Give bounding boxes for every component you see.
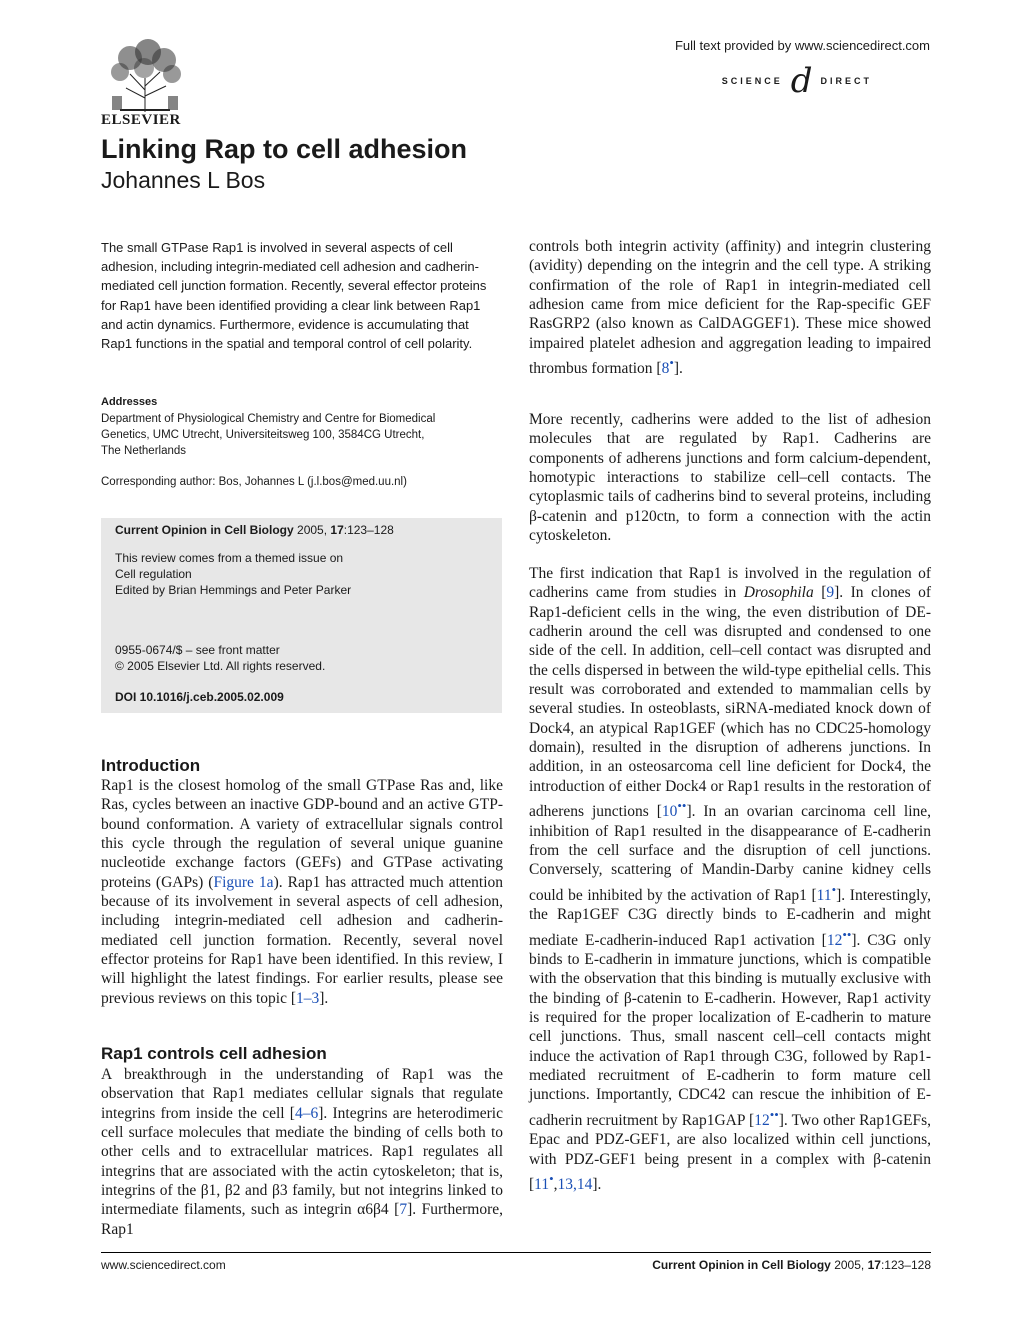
- journal-pages: :123–128: [343, 523, 394, 537]
- addresses-heading: Addresses: [101, 396, 158, 408]
- text-run: ]. Integrins are heterodimeric cell surface molecules that mediate the binding of cells both to other cells and to extracellular matrices. Rap1 regulates all integrins that are associated with the actin cytoskeleton; that is, integrins of the β1, β2 and β3 family, but not integrins linked to intermediate filaments, such as integrin α6β4 [: [101, 1104, 503, 1219]
- species-name: Drosophila: [743, 584, 814, 602]
- editors-line: Edited by Brian Hemmings and Peter Parker: [115, 583, 352, 597]
- issn-line: 0955-0674/$ – see front matter: [115, 643, 280, 657]
- reference-marker: ••: [842, 926, 852, 942]
- corresponding-author: Corresponding author: Bos, Johannes L (j.l.bos@med.uu.nl): [101, 476, 407, 488]
- footer-divider: [101, 1252, 931, 1253]
- article-title: Linking Rap to cell adhesion: [101, 134, 468, 164]
- text-run: ]. C3G only binds to E-cadherin in immature junctions, which is compatible with the observation that this binding is mutually exclusive with the binding of β-catenin to E-cadherin. However, Rap1 activity is required for the proper localization of E-cadherin to mature cell junctions. Thus, small nascent cell–cell contacts might induce the activation of Rap1 through C3G, followed by Rap1-mediated recruitment of E-cadherin to form mature cell junctions. Importantly, CDC42 can rescue the inhibition of E-cadherin recruitment by Rap1GAP [: [529, 931, 931, 1129]
- journal-name: Current Opinion in Cell Biology: [115, 523, 294, 537]
- journal-citation: [115, 523, 394, 539]
- reference-marker: ••: [677, 798, 687, 814]
- addresses-body: [101, 411, 503, 459]
- copyright-line: © 2005 Elsevier Ltd. All rights reserved.: [115, 659, 326, 673]
- reference-link[interactable]: 7: [399, 1201, 408, 1219]
- reference-marker: •: [831, 881, 837, 897]
- text-run: ]. Two other Rap1GEFs, Epac and PDZ-GEF1, are also localized within cell junctions, with PDZ-GEF1 being present in a complex with β-catenin [: [529, 1111, 932, 1194]
- footer-year: 2005,: [834, 1258, 865, 1272]
- article-author: Johannes L Bos: [101, 167, 266, 193]
- text-run: ].: [673, 360, 683, 378]
- reference-link[interactable]: 13,14: [557, 1176, 593, 1194]
- reference-link[interactable]: [661, 355, 674, 378]
- reference-link[interactable]: 9: [826, 584, 835, 602]
- reference-link[interactable]: [661, 798, 687, 821]
- reference-link[interactable]: [534, 1170, 554, 1194]
- introduction-heading: Introduction: [101, 756, 201, 775]
- reference-marker: •: [549, 1170, 554, 1186]
- reference-link[interactable]: [754, 1106, 779, 1129]
- footer-journal: Current Opinion in Cell Biology: [652, 1258, 831, 1272]
- sd-logo-left: SCIENCE: [721, 76, 783, 86]
- reference-link[interactable]: [816, 881, 837, 904]
- text-run: ]. Furthermore, Rap1: [101, 1201, 504, 1238]
- text-run: A breakthrough in the understanding of Rap1 was the observation that Rap1 mediates cellular signals that regulate integrins from inside the cell [: [101, 1066, 503, 1122]
- reference-number: 12: [826, 931, 843, 949]
- text-run: ].: [592, 1176, 602, 1194]
- text-run: controls both integrin activity (affinity) and integrin clustering (avidity) depending on the integrin and the cell type. A striking confirmation of the role of Rap1 in integrin-mediated cell adhesion came from mice deficient for the Rap-specific GEF RasGRP2 (also known as CalDAGGEF1). These mice showed impaired platelet adhesion and aggregation leading to impaired thrombus formation [: [529, 238, 931, 378]
- figure-link[interactable]: Figure 1a: [213, 873, 274, 891]
- introduction-paragraph: [101, 776, 503, 1008]
- doi-line[interactable]: DOI 10.1016/j.ceb.2005.02.009: [115, 690, 284, 704]
- reference-link[interactable]: 4–6: [294, 1104, 319, 1122]
- footer-citation: [652, 1258, 931, 1272]
- reference-number: 10: [661, 803, 678, 821]
- theme-name: Cell regulation: [115, 567, 192, 581]
- text-run: ]. In clones of Rap1-deficient cells in the wing, the even distribution of DE-cadherin around the cell was disrupted and condensed to one side of the cell. In addition, cell–cell contact was disrupted and the cells dispersed in between the wild-type epithelial cells. This result was corroborated and extended to mammalian cells by several studies. In osteoblasts, siRNA-mediated knock down of Dock4, an atypical Rap1GEF (which has no CDC25-homology domain), resulted in the disruption of adherens junctions. In addition, in an osteosarcoma cell line deficient for Dock4, the introduction of either Dock4 or Rap1 results in the restoration of adherens junctions [: [529, 584, 931, 821]
- footer-pages: :123–128: [880, 1258, 931, 1272]
- address-line: Genetics, UMC Utrecht, Universiteitsweg 100, 3584CG Utrecht,: [101, 429, 425, 441]
- footer-volume: 17: [867, 1258, 881, 1272]
- reference-link[interactable]: 1–3: [296, 989, 320, 1007]
- reference-link[interactable]: [826, 926, 852, 949]
- sd-logo-right: DIRECT: [820, 76, 872, 86]
- reference-number: 11: [534, 1176, 550, 1194]
- text-run: The first indication that Rap1 is involved in the regulation of cadherins came from studies in: [529, 565, 931, 602]
- right-paragraph-2: More recently, cadherins were added to the list of adhesion molecules that are regulated by Rap1. Cadherins are components of adherens junctions and form calcium-dependent, homotypic interactions to stabilize cell–cell contacts. The cytoplasmic tails of cadherins bind to several proteins, including β-catenin and p120ctn, to form a connection with the actin cytoskeleton.: [529, 411, 931, 545]
- text-run: ]. In an ovarian carcinoma cell line, inhibition of Rap1 resulted in the disappearance of E-cadherin from the cell surface and the disruption of cell junctions. Conversely, scattering of Mandin-Darby canine kidney cells could be inhibited by the activation of Rap1 [: [529, 803, 932, 904]
- text-run: ,: [553, 1176, 558, 1194]
- text-run: ]. Interestingly, the Rap1GEF C3G directly binds to E-cadherin and might mediate E-cadherin-induced Rap1 activation [: [529, 886, 931, 949]
- address-line: The Netherlands: [101, 445, 187, 457]
- text-run: Rap1 is the closest homolog of the small GTPase Ras and, like Ras, cycles between an inactive GDP-bound and an active GTP-bound conformation. A variety of extracellular signals control this cycle through the regulation of several unique guanine nucleotide exchange factors (GEFs) and GTPase activating proteins (GAPs) (: [101, 777, 503, 891]
- themed-issue-line: This review comes from a themed issue on: [115, 551, 344, 565]
- rap1-paragraph: [101, 1065, 503, 1239]
- reference-number: 8: [661, 360, 670, 378]
- reference-marker: •: [669, 355, 674, 371]
- rap1-section-heading: Rap1 controls cell adhesion: [101, 1044, 327, 1063]
- right-paragraph-1: [529, 237, 931, 379]
- abstract: The small GTPase Rap1 is involved in several aspects of cell adhesion, including integrin-mediated cell adhesion and cadherin-mediated cell junction formation. Recently, several effector proteins for Rap1 have been identified providing a clear link between Rap1 and actin dynamics. Furthermore, evidence is accumulating that Rap1 functions in the spatial and temporal control of cell polarity.: [101, 240, 487, 352]
- text-run: ].: [319, 989, 329, 1007]
- reference-number: 11: [816, 886, 832, 904]
- sd-logo-mark: d: [790, 61, 813, 101]
- fulltext-provider-line[interactable]: Full text provided by www.sciencedirect.com: [674, 38, 930, 53]
- right-paragraph-3: [529, 564, 931, 1194]
- article-info-box: [101, 518, 502, 713]
- footer-website[interactable]: www.sciencedirect.com: [101, 1258, 226, 1272]
- journal-volume: 17: [330, 523, 344, 537]
- journal-year: 2005,: [297, 523, 328, 537]
- sciencedirect-logo: [721, 61, 872, 101]
- reference-number: 12: [754, 1111, 770, 1129]
- address-line: Department of Physiological Chemistry and Centre for Biomedical: [101, 413, 436, 425]
- reference-marker: ••: [769, 1106, 779, 1122]
- text-run: ). Rap1 has attracted much attention because of its involvement in several aspects of cell adhesion, including integrin-mediated cell adhesion and cadherin-mediated cell junction formation. Recently, several novel effector proteins for Rap1 have been identified. In this review, I will highlight the latest findings. For earlier results, please see previous reviews on this topic [: [101, 873, 504, 1007]
- publisher-name: ELSEVIER: [101, 112, 181, 128]
- text-run: [: [813, 584, 827, 602]
